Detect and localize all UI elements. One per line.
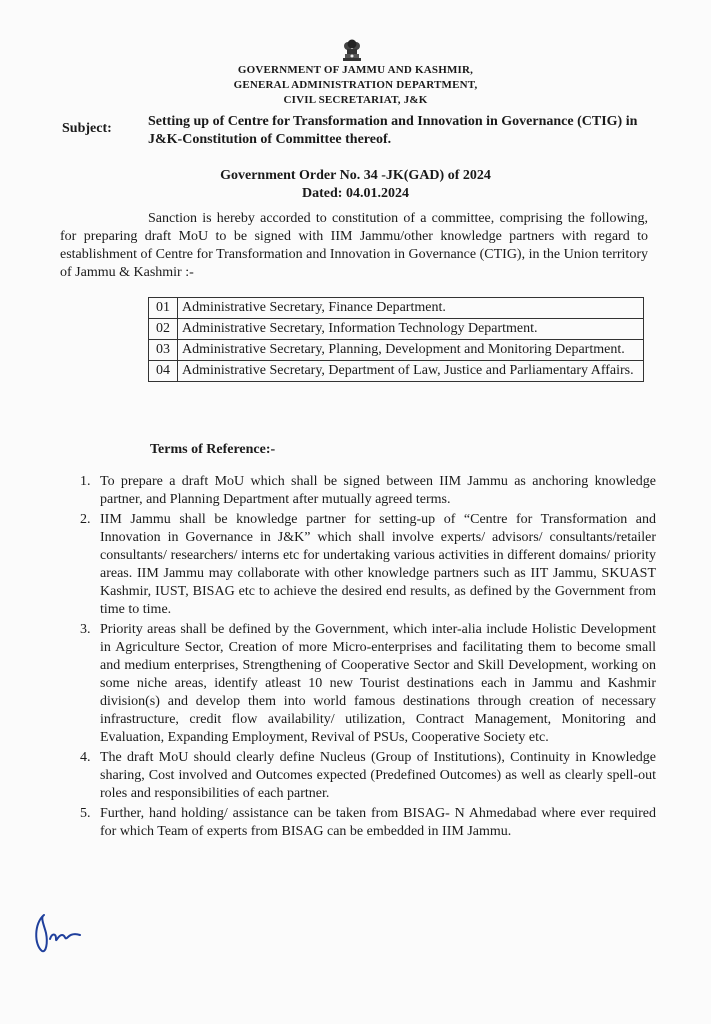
term-number: 5. [80,806,91,821]
header-line-2: GENERAL ADMINISTRATION DEPARTMENT, [233,79,478,91]
state-emblem-icon [340,36,364,62]
member-text: Administrative Secretary, Department of Law, Justice and Parliamentary Affairs. [178,361,644,382]
list-item [70,473,656,509]
list-item [70,749,656,803]
terms-heading: Terms of Reference:- [150,442,276,457]
terms-list [70,473,656,843]
term-text: Further, hand holding/ assistance can be taken from BISAG- N Ahmedabad where ever required for which Team of experts from BISAG can be embedded in IIM Jammu. [100,806,656,839]
term-number: 3. [80,622,91,637]
order-date: Dated: 04.01.2024 [302,186,409,201]
subject-label: Subject: [62,121,112,136]
table-row [149,340,644,361]
member-text: Administrative Secretary, Finance Department. [178,298,644,319]
term-text: The draft MoU should clearly define Nucleus (Group of Institutions), Continuity in Knowledge sharing, Cost involved and Outcomes expected (Predefined Outcomes) as well as clearly spell-out roles and responsibilities of each partner. [100,750,656,801]
term-number: 2. [80,512,91,527]
term-text: IIM Jammu shall be knowledge partner for setting-up of “Centre for Transformation and Innovation in Governance in J&K” which shall involve experts/ advisors/ consultants/retailer consultants/ researchers/ interns etc for undertaking various activities in different domains/ priority areas. IIM Jammu may collaborate with other knowledge partners such as IIT Jammu, SKUAST Kashmir, IUST, BISAG etc to achieve the desired end results, as defined by the Government from time to time. [100,512,656,617]
table-row [149,319,644,340]
order-number: Government Order No. 34 -JK(GAD) of 2024 [220,168,491,183]
term-number: 4. [80,750,91,765]
intro-paragraph [60,210,648,282]
term-text: To prepare a draft MoU which shall be signed between IIM Jammu as anchoring knowledge partner, and Planning Department after mutually agreed terms. [100,474,656,507]
subject-text: Setting up of Centre for Transformation and Innovation in Governance (CTIG) in J&K-Constitution of Committee thereof. [148,114,638,147]
member-number: 04 [149,361,178,382]
list-item [70,511,656,619]
list-item [70,805,656,841]
member-number: 02 [149,319,178,340]
member-text: Administrative Secretary, Information Technology Department. [178,319,644,340]
header-line-1: GOVERNMENT OF JAMMU AND KASHMIR, [237,64,474,76]
term-text: Priority areas shall be defined by the Government, which inter-alia include Holistic Development in Agriculture Sector, Creation of more Micro-enterprises and facilitating them to become small and medium enterprises, Strengthening of Cooperative Sector and Skill Development, working on some niche areas, identify atleast 10 new Tourist destinations each in Jammu and Kashmir division(s) and develop them into world famous destinations through creation of necessary infrastructure, credit flow availability/ utilization, Contract Management, Monitoring and Evaluation, Expanding Employment, Revival of PSUs, Cooperative Society etc. [100,622,656,745]
list-item [70,621,656,747]
signature-mark [30,905,90,955]
header-line-3: CIVIL SECRETARIAT, J&K [283,94,428,106]
member-number: 01 [149,298,178,319]
member-text: Administrative Secretary, Planning, Development and Monitoring Department. [178,340,644,361]
table-row [149,298,644,319]
committee-table [148,297,644,382]
table-row [149,361,644,382]
term-number: 1. [80,474,91,489]
intro-text: Sanction is hereby accorded to constitution of a committee, comprising the following, for preparing draft MoU to be signed with IIM Jammu/other knowledge partners with regard to establishment of Centre for Transformation and Innovation in Governance (CTIG), in the Union territory of Jammu & Kashmir :- [60,211,648,280]
member-number: 03 [149,340,178,361]
